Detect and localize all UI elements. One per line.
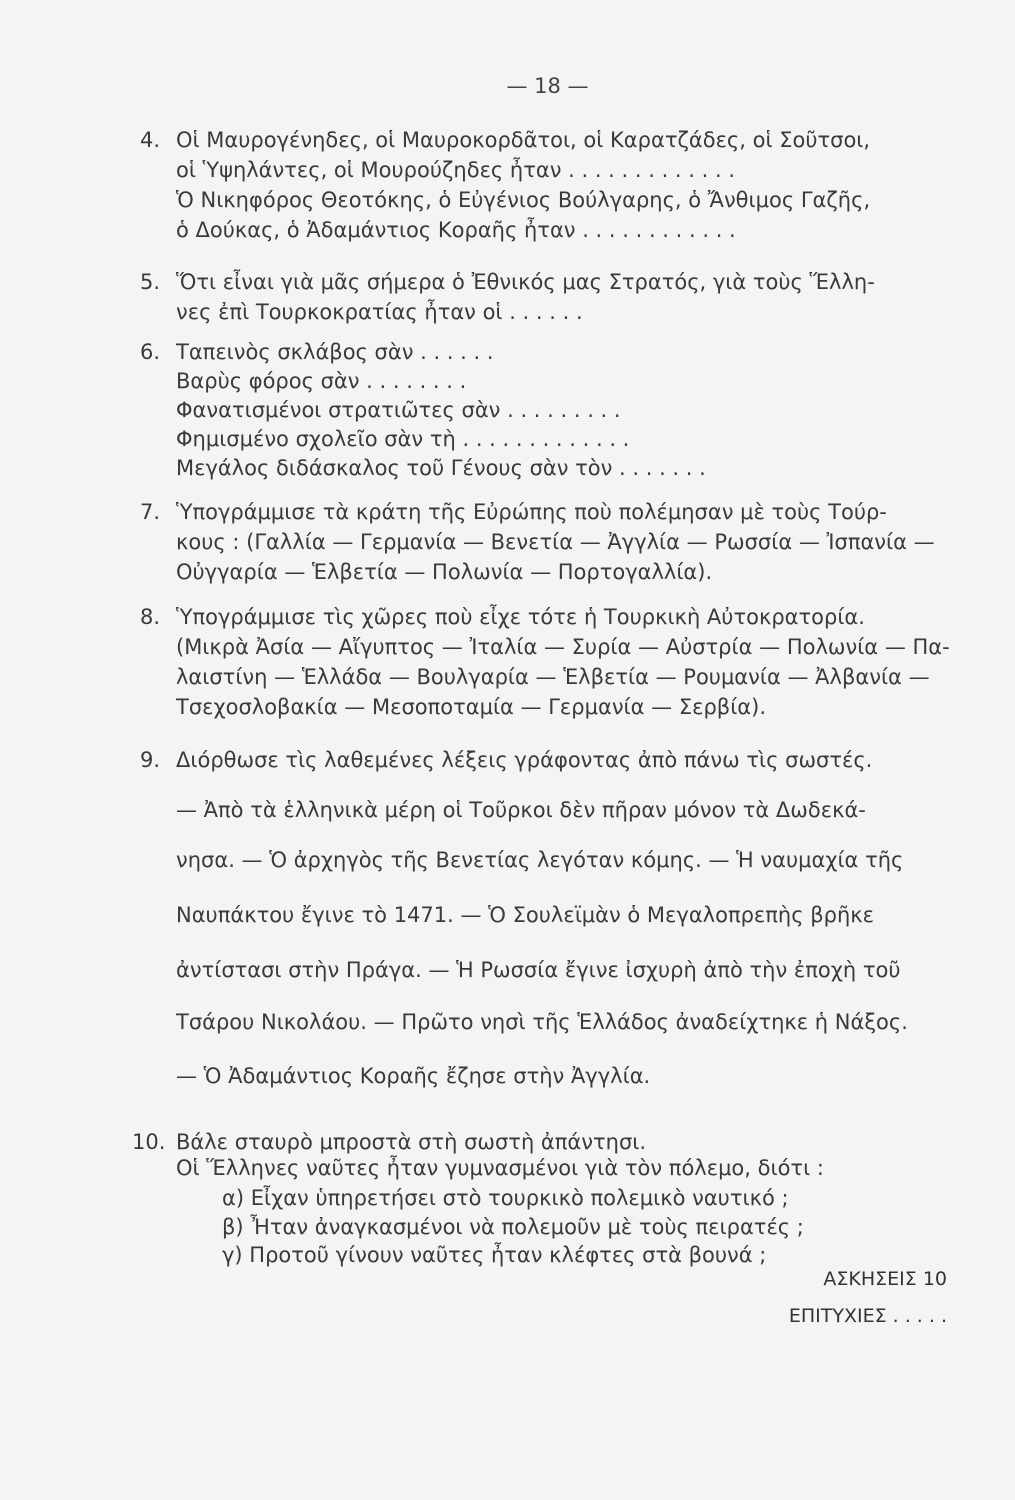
exercise-line: ἀντίστασι στὴν Πράγα. — Ἡ Ρωσσία ἔγινε ἰσχυρὴ ἀπὸ τὴν ἐποχὴ τοῦ [176, 958, 901, 982]
exercise-number: 10. [132, 1130, 166, 1154]
exercise-number: 7. [140, 500, 161, 524]
exercise-line: νησα. — Ὁ ἀρχηγὸς τῆς Βενετίας λεγόταν κόμης. — Ἡ ναυμαχία τῆς [176, 848, 904, 872]
exercise-line: οἱ Ὑψηλάντες, οἱ Μουρούζηδες ἦταν . . . . . . . . . . . . . [176, 158, 736, 182]
exercise-line: Μεγάλος διδάσκαλος τοῦ Γένους σὰν τὸν . . . . . . . [176, 456, 706, 480]
exercise-8 [140, 605, 970, 725]
exercise-10 [132, 1130, 970, 1280]
exercise-number: 9. [140, 748, 161, 772]
exercise-line: Φημισμένο σχολεῖο σὰν τὴ . . . . . . . . . . . . . [176, 427, 630, 451]
exercise-number: 4. [140, 128, 161, 152]
exercise-6 [140, 340, 970, 480]
exercise-line: Οἱ Ἕλληνες ναῦτες ἦταν γυμνασμένοι γιὰ τὸν πόλεμο, διότι : [176, 1156, 824, 1180]
exercise-line: Οἱ Μαυρογένηδες, οἱ Μαυροκορδᾶτοι, οἱ Καρατζάδες, οἱ Σοῦτσοι, [176, 128, 871, 152]
exercise-line: Ὁ Νικηφόρος Θεοτόκης, ὁ Εὐγένιος Βούλγαρης, ὁ Ἄνθιμος Γαζῆς, [176, 188, 871, 212]
exercise-line: Διόρθωσε τὶς λαθεμένες λέξεις γράφοντας ἀπὸ πάνω τὶς σωστές. [176, 748, 873, 772]
exercise-line: Φανατισμένοι στρατιῶτες σὰν . . . . . . . . . [176, 398, 621, 422]
exercise-line: (Μικρὰ Ἀσία — Αἴγυπτος — Ἰταλία — Συρία — Αὐστρία — Πολωνία — Πα- [176, 635, 950, 659]
exercise-line: Ὑπογράμμισε τὰ κράτη τῆς Εὐρώπης ποὺ πολέμησαν μὲ τοὺς Τούρ- [176, 500, 887, 524]
exercise-line: Ναυπάκτου ἔγινε τὸ 1471. — Ὁ Σουλεϊμὰν ὁ Μεγαλοπρεπὴς βρῆκε [176, 903, 874, 927]
exercise-number: 5. [140, 270, 161, 294]
exercise-line: Ὅτι εἶναι γιὰ μᾶς σήμερα ὁ Ἐθνικός μας Στρατός, γιὰ τοὺς Ἕλλη- [176, 270, 875, 294]
exercise-7 [140, 500, 970, 585]
exercise-line: Βαρὺς φόρος σὰν . . . . . . . . [176, 369, 467, 393]
exercise-line: Οὐγγαρία — Ἑλβετία — Πολωνία — Πορτογαλλία). [176, 560, 713, 584]
exercise-line: νες ἐπὶ Τουρκοκρατίας ἦταν οἱ . . . . . . [176, 300, 583, 324]
exercise-option: α) Εἶχαν ὑπηρετήσει στὸ τουρκικὸ πολεμικὸ ναυτικό ; [222, 1186, 789, 1210]
exercise-line: Τσάρου Νικολάου. — Πρῶτο νησὶ τῆς Ἑλλάδος ἀναδείχτηκε ἡ Νάξος. [176, 1010, 908, 1034]
exercise-number: 6. [140, 340, 161, 364]
exercise-option: β) Ἦταν ἀναγκασμένοι νὰ πολεμοῦν μὲ τοὺς πειρατές ; [222, 1215, 804, 1239]
exercise-number: 8. [140, 605, 161, 629]
exercise-4 [140, 128, 970, 248]
exercise-5 [140, 270, 970, 330]
exercise-line: ὁ Δούκας, ὁ Ἀδαμάντιος Κοραῆς ἦταν . . . . . . . . . . . . [176, 218, 736, 242]
exercise-line: — Ὁ Ἀδαμάντιος Κοραῆς ἔζησε στὴν Ἀγγλία. [176, 1064, 651, 1088]
exercise-line: — Ἀπὸ τὰ ἑλληνικὰ μέρη οἱ Τοῦρκοι δὲν πῆραν μόνον τὰ Δωδεκά- [176, 798, 866, 822]
exercise-option: γ) Προτοῦ γίνουν ναῦτες ἦταν κλέφτες στὰ βουνά ; [222, 1243, 767, 1267]
page-number: — 18 — [506, 74, 589, 98]
exercise-9 [140, 748, 970, 1088]
exercise-line: Ταπεινὸς σκλάβος σὰν . . . . . . [176, 340, 494, 364]
exercises-count: ΑΣΚΗΣΕΙΣ 10 [823, 1268, 947, 1290]
successes-count: ΕΠΙΤΥΧΙΕΣ . . . . . [788, 1305, 947, 1327]
exercise-line: Ὑπογράμμισε τὶς χῶρες ποὺ εἶχε τότε ἡ Τουρκικὴ Αὐτοκρατορία. [176, 605, 865, 629]
exercise-line: Τσεχοσλοβακία — Μεσοποταμία — Γερμανία — Σερβία). [176, 695, 767, 719]
exercise-line: κους : (Γαλλία — Γερμανία — Βενετία — Ἀγγλία — Ρωσσία — Ἰσπανία — [176, 530, 935, 554]
exercise-line: Βάλε σταυρὸ μπροστὰ στὴ σωστὴ ἀπάντησι. [176, 1130, 647, 1154]
exercise-line: λαιστίνη — Ἑλλάδα — Βουλγαρία — Ἑλβετία — Ρουμανία — Ἀλβανία — [176, 665, 930, 689]
